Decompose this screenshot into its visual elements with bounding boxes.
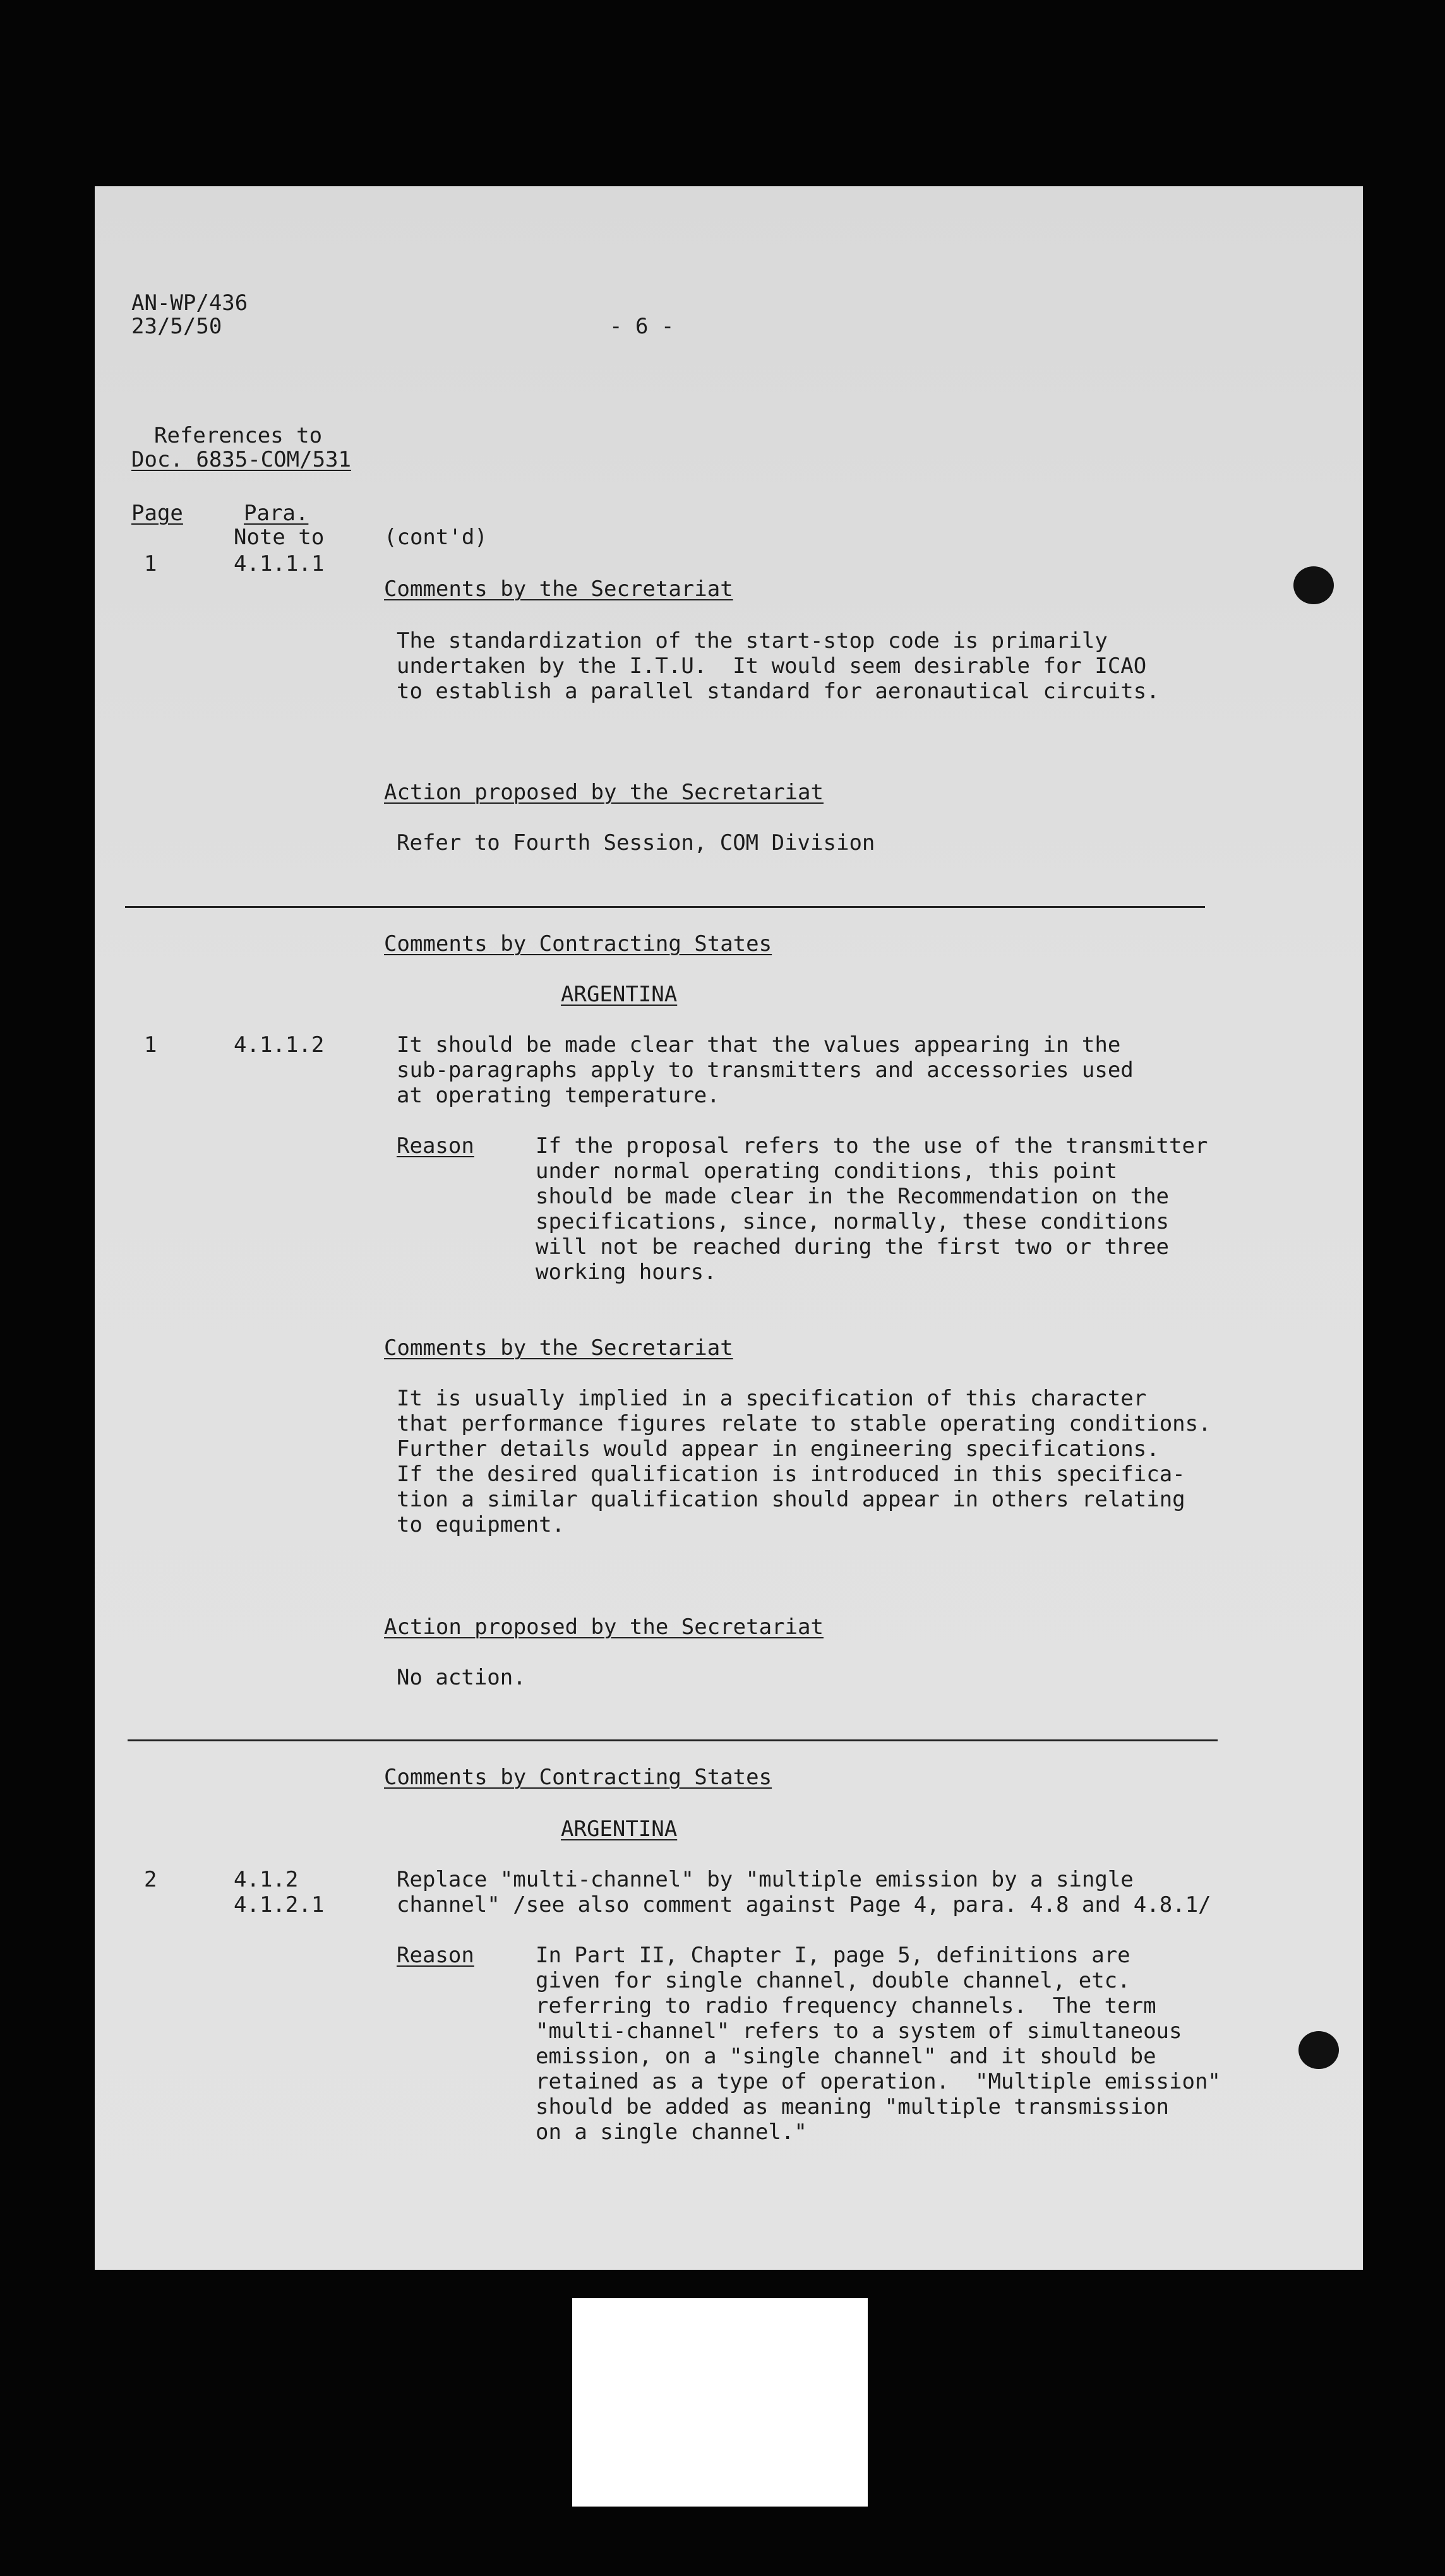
binder-hole [1298, 2031, 1339, 2069]
section2-country: ARGENTINA [561, 982, 678, 1007]
section3-reason-line: referring to radio frequency channels. The term [536, 1993, 1156, 2018]
section2-secretariat-line: to equipment. [397, 1512, 565, 1537]
section3-reason-line: In Part II, Chapter I, page 5, definitions are [536, 1943, 1130, 1968]
section2-reason-line: will not be reached during the first two or three [536, 1234, 1170, 1260]
section2-action-text: No action. [397, 1665, 526, 1690]
section2-reason-line: working hours. [536, 1260, 717, 1285]
section3-para: 4.1.2 [234, 1867, 299, 1892]
section2-reason-line: under normal operating conditions, this point [536, 1159, 1118, 1184]
section1-action-heading: Action proposed by the Secretariat [384, 780, 824, 805]
blank-card [572, 2298, 868, 2507]
section1-comment-line: to establish a parallel standard for aeronautical circuits. [397, 679, 1160, 704]
section2-secretariat-line: If the desired qualification is introduced in this specifica- [397, 1462, 1185, 1487]
section1-para: 4.1.1.1 [234, 551, 325, 576]
section2-reason-line: specifications, since, normally, these conditions [536, 1209, 1170, 1234]
column-page-heading: Page [131, 501, 183, 526]
binder-hole [1293, 566, 1334, 604]
section1-comments-heading: Comments by the Secretariat [384, 576, 733, 602]
section3-para: 4.1.2.1 [234, 1892, 325, 1917]
section2-body-line: It should be made clear that the values appearing in the [397, 1032, 1121, 1058]
section2-secretariat-heading: Comments by the Secretariat [384, 1335, 733, 1361]
section3-reason-line: given for single channel, double channel, etc. [536, 1968, 1130, 1993]
section2-page: 1 [144, 1032, 157, 1058]
section1-action-text: Refer to Fourth Session, COM Division [397, 830, 875, 856]
section3-states-heading: Comments by Contracting States [384, 1765, 772, 1790]
section1-comment-line: undertaken by the I.T.U. It would seem desirable for ICAO [397, 653, 1147, 679]
section3-body-line: Replace "multi-channel" by "multiple emission by a single [397, 1867, 1134, 1892]
page-number: - 6 - [609, 314, 675, 339]
doc-id: AN-WP/436 [131, 290, 248, 316]
section3-reason-line: retained as a type of operation. "Multiple emission" [536, 2069, 1221, 2094]
section2-secretariat-line: Further details would appear in engineering specifications. [397, 1436, 1160, 1462]
section2-para: 4.1.1.2 [234, 1032, 325, 1058]
section2-states-heading: Comments by Contracting States [384, 931, 772, 957]
section2-secretariat-line: tion a similar qualification should appear in others relating [397, 1487, 1185, 1512]
section3-country: ARGENTINA [561, 1816, 678, 1842]
doc-date: 23/5/50 [131, 314, 222, 339]
section2-reason-label: Reason [397, 1133, 474, 1159]
section2-body-line: sub-paragraphs apply to transmitters and accessories used [397, 1058, 1134, 1083]
document-page [95, 186, 1363, 2270]
note-to-label: Note to [234, 525, 325, 550]
references-label: References to [154, 423, 323, 448]
contd-label: (cont'd) [384, 525, 488, 550]
section2-action-heading: Action proposed by the Secretariat [384, 1614, 824, 1640]
column-para-heading: Para. [244, 501, 309, 526]
section3-reason-line: emission, on a "single channel" and it should be [536, 2044, 1156, 2069]
section3-body-line: channel" /see also comment against Page 4, para. 4.8 and 4.8.1/ [397, 1892, 1211, 1917]
section-divider [128, 1739, 1218, 1741]
section3-reason-line: "multi-channel" refers to a system of simultaneous [536, 2018, 1182, 2044]
section3-reason-line: should be added as meaning "multiple transmission [536, 2094, 1170, 2120]
section-divider [125, 906, 1205, 908]
section2-secretariat-line: It is usually implied in a specification of this character [397, 1386, 1147, 1411]
section1-page: 1 [144, 551, 157, 576]
section3-page: 2 [144, 1867, 157, 1892]
references-doc: Doc. 6835-COM/531 [131, 447, 351, 472]
section2-reason-line: should be made clear in the Recommendation on the [536, 1184, 1170, 1209]
section3-reason-line: on a single channel." [536, 2120, 807, 2145]
section3-reason-label: Reason [397, 1943, 474, 1968]
section2-reason-line: If the proposal refers to the use of the transmitter [536, 1133, 1208, 1159]
section2-secretariat-line: that performance figures relate to stable operating conditions. [397, 1411, 1211, 1436]
section2-body-line: at operating temperature. [397, 1083, 720, 1108]
section1-comment-line: The standardization of the start-stop code is primarily [397, 628, 1108, 653]
